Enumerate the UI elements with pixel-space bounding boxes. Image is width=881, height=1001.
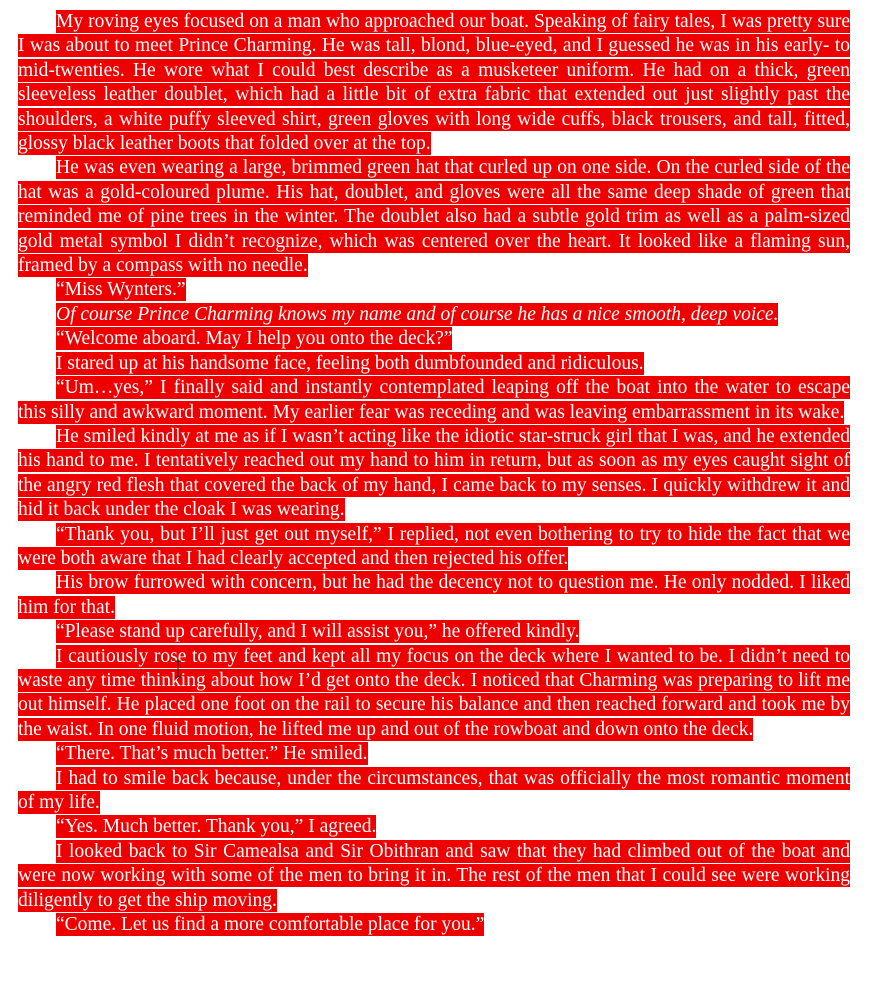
paragraph [18, 10, 850, 156]
highlighted-text: Of course Prince Charming knows my name and of course he has a nice smooth, deep voice. [56, 303, 779, 325]
paragraph [18, 571, 850, 620]
highlighted-text: “There. That’s much better.” He smiled. [56, 743, 368, 765]
paragraph [18, 742, 850, 766]
highlighted-text: He was even wearing a large, brimmed green hat that curled up on one side. On the curled side of the hat was a gold-coloured plume. His hat, doublet, and gloves were all the same deep shade of green that reminded me of pine trees in the winter. The doublet also had a subtle gold trim as well as a palm-sized gold metal symbol I didn’t recognize, which was centered over the heart. It looked like a flaming sun, framed by a compass with no needle. [18, 157, 850, 277]
paragraph [18, 376, 850, 425]
highlighted-text: He smiled kindly at me as if I wasn’t acting like the idiotic star-struck girl that I was, and he extended his hand to me. I tentatively reached out my hand to him in return, but as soon as my eyes caught sight of the angry red flesh that covered the back of my hand, I came back to my senses. I quickly withdrew it and hid it back under the cloak I was wearing. [18, 425, 850, 521]
highlighted-text: I stared up at his handsome face, feeling both dumbfounded and ridiculous. [56, 352, 644, 374]
highlighted-text: I looked back to Sir Camealsa and Sir Obithran and saw that they had climbed out of the boat and were now working with some of the men to bring it in. The rest of the men that I could see were working diligently to get the ship moving. [18, 840, 850, 911]
paragraph [18, 352, 850, 376]
document-body[interactable] [18, 10, 850, 937]
paragraph [18, 156, 850, 278]
paragraph [18, 303, 850, 327]
paragraph [18, 840, 850, 913]
highlighted-text: “Welcome aboard. May I help you onto the deck?” [56, 328, 453, 350]
paragraph [18, 767, 850, 816]
paragraph [18, 913, 850, 937]
paragraph [18, 425, 850, 523]
paragraph [18, 278, 850, 302]
highlighted-text: “Yes. Much better. Thank you,” I agreed. [56, 816, 377, 838]
highlighted-text: “Um…yes,” I finally said and instantly contemplated leaping off the boat into the water to escape this silly and awkward moment. My earlier fear was receding and was leaving embarrassment in its wake. [18, 377, 850, 423]
paragraph [18, 523, 850, 572]
highlighted-text: “Miss Wynters.” [56, 279, 186, 301]
highlighted-text: His brow furrowed with concern, but he had the decency not to question me. He only nodded. I liked him for that. [18, 572, 850, 618]
paragraph [18, 815, 850, 839]
paragraph [18, 327, 850, 351]
highlighted-text: I had to smile back because, under the circumstances, that was officially the most romantic moment of my life. [18, 767, 850, 813]
paragraph [18, 645, 850, 743]
highlighted-text: My roving eyes focused on a man who approached our boat. Speaking of fairy tales, I was pretty sure I was about to meet Prince Charming. He was tall, blond, blue-eyed, and I guessed he was in his early- to mid-twenties. He wore what I could best describe as a musketeer uniform. He had on a thick, green sleeveless leather doublet, which had a little bit of extra fabric that extended out just slightly past the shoulders, a white puffy sleeved shirt, green gloves with long wide cuffs, black trousers, and tall, fitted, glossy black leather boots that folded over at the top. [18, 11, 850, 155]
highlighted-text: “Thank you, but I’ll just get out myself,” I replied, not even bothering to try to hide the fact that we were both aware that I had clearly accepted and then rejected his offer. [18, 523, 850, 569]
i-beam-cursor-icon [174, 660, 182, 678]
highlighted-text: “Please stand up carefully, and I will assist you,” he offered kindly. [56, 621, 580, 643]
highlighted-text: I cautiously rose to my feet and kept all my focus on the deck where I wanted to be. I didn’t need to waste any time thinking about how I’d get onto the deck. I noticed that Charming was preparing to lift me out himself. He placed one foot on the rail to secure his balance and then reached forward and took me by the waist. In one fluid motion, he lifted me up and out of the rowboat and down onto the deck. [18, 645, 850, 740]
paragraph [18, 620, 850, 644]
highlighted-text: “Come. Let us find a more comfortable place for you.” [56, 914, 485, 936]
